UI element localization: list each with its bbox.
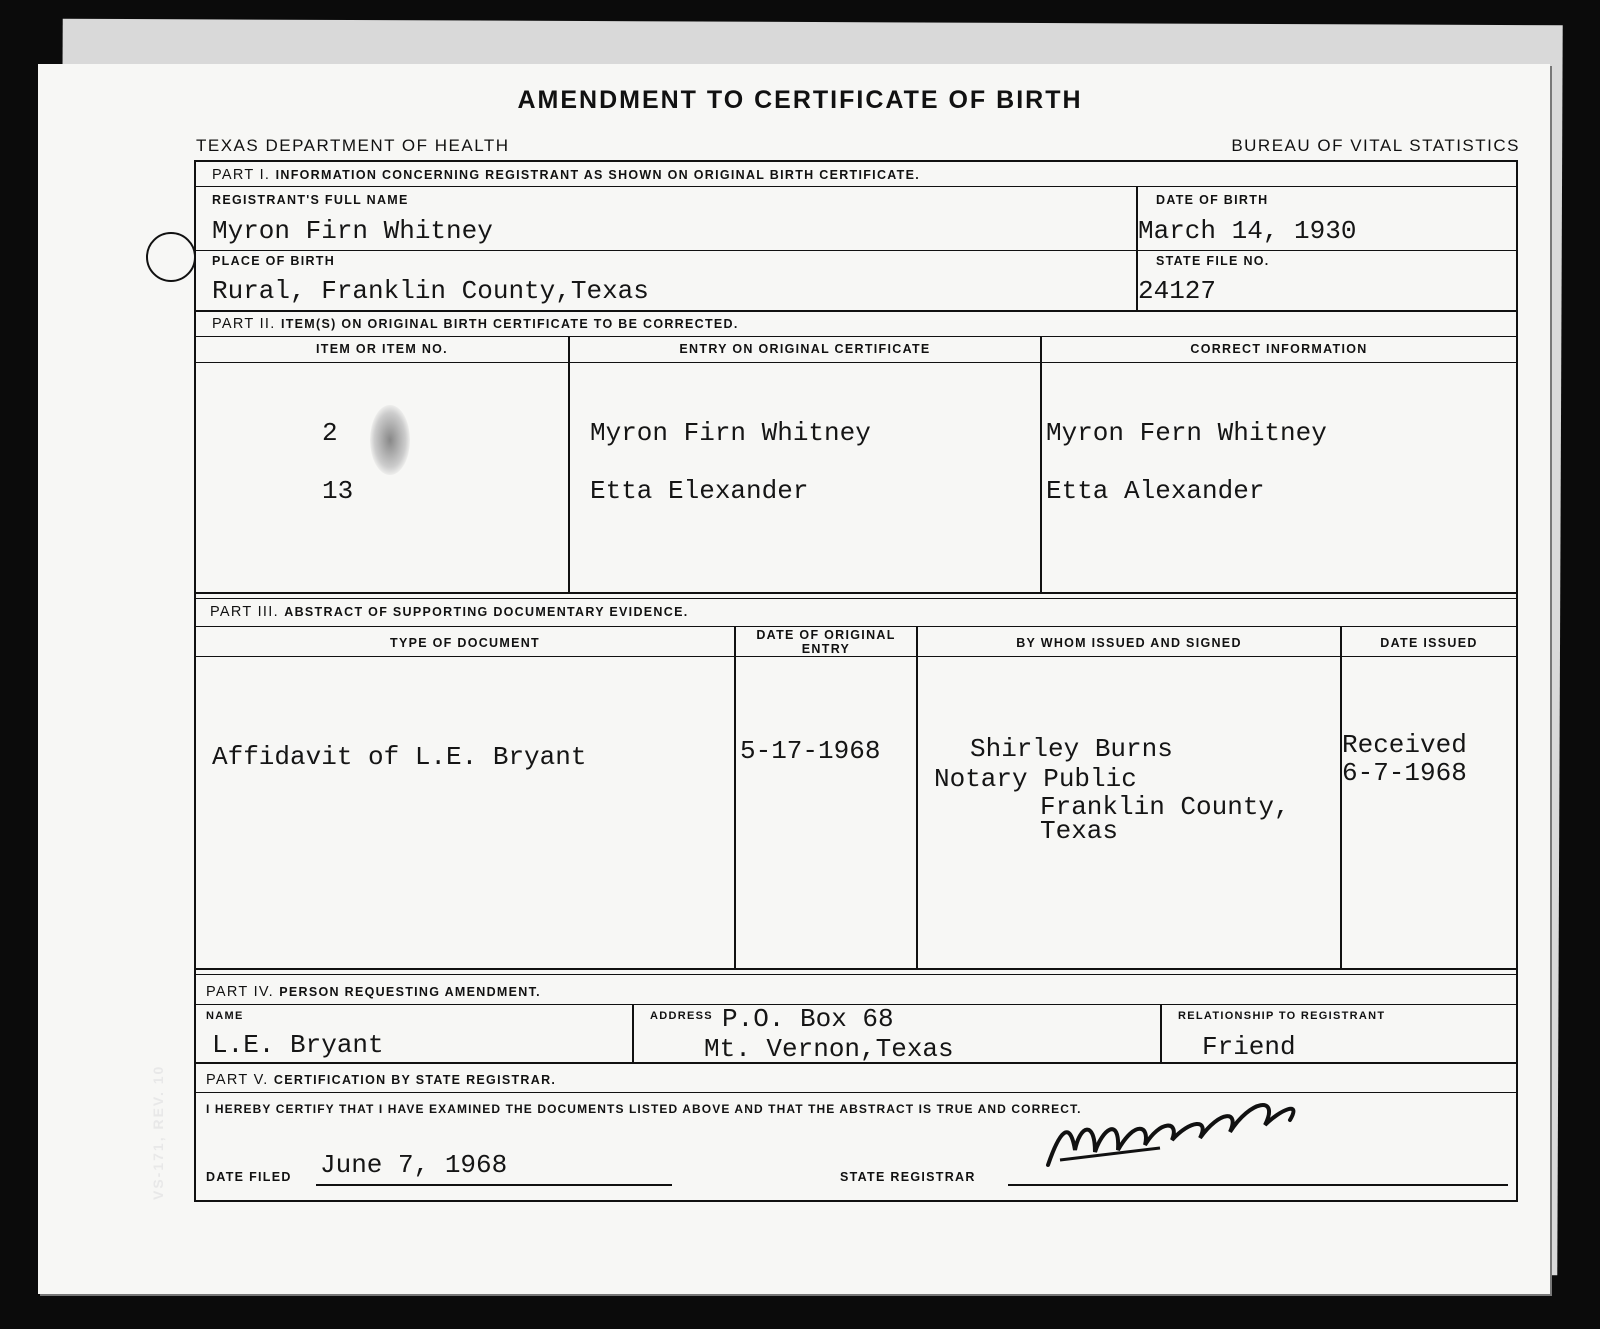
state-file-no: 24127	[1138, 276, 1217, 306]
address-line-1: P.O. Box 68	[722, 1004, 894, 1034]
form-title: AMENDMENT TO CERTIFICATE OF BIRTH	[517, 86, 1083, 114]
part3-heading: PART III. ABSTRACT OF SUPPORTING DOCUMENTARY EVIDENCE.	[210, 604, 689, 620]
bureau-name: BUREAU OF VITAL STATISTICS	[1231, 136, 1520, 155]
agency-name: TEXAS DEPARTMENT OF HEALTH	[196, 136, 510, 155]
part1-heading: PART I. INFORMATION CONCERNING REGISTRANT AS SHOWN ON ORIGINAL BIRTH CERTIFICATE.	[212, 167, 921, 183]
registrar-signature	[1040, 1090, 1320, 1180]
issued-by-name: Shirley Burns	[970, 734, 1173, 764]
col-correct-info: CORRECT INFORMATION	[1190, 342, 1368, 356]
full-name-label: REGISTRANT'S FULL NAME	[212, 193, 409, 207]
issued-by-title: Notary Public	[934, 764, 1137, 794]
document-type: Affidavit of L.E. Bryant	[212, 742, 587, 772]
issued-by-state: Texas	[1040, 816, 1119, 846]
date-of-birth: March 14, 1930	[1138, 216, 1357, 246]
part4-heading: PART IV. PERSON REQUESTING AMENDMENT.	[206, 984, 541, 1000]
col-document-type: TYPE OF DOCUMENT	[390, 636, 540, 650]
col-issued-by: BY WHOM ISSUED AND SIGNED	[1016, 636, 1242, 650]
part2-heading: PART II. ITEM(S) ON ORIGINAL BIRTH CERTIFICATE TO BE CORRECTED.	[212, 316, 739, 332]
col-date-issued: DATE ISSUED	[1380, 636, 1478, 650]
address-label: ADDRESS	[650, 1010, 713, 1022]
date-filed-label: DATE FILED	[206, 1170, 292, 1184]
correct-entry: Etta Alexander	[1046, 476, 1265, 506]
date-issued: 6-7-1968	[1342, 758, 1467, 788]
ink-smudge	[370, 405, 410, 475]
requester-name: L.E. Bryant	[212, 1030, 384, 1060]
item-number: 13	[322, 476, 354, 506]
relationship-label: RELATIONSHIP TO REGISTRANT	[1178, 1010, 1386, 1022]
col-item-no: ITEM OR ITEM NO.	[316, 342, 448, 356]
address-line-2: Mt. Vernon,Texas	[704, 1034, 954, 1064]
date-filed: June 7, 1968	[320, 1150, 508, 1180]
dob-label: DATE OF BIRTH	[1156, 193, 1269, 207]
form-code: VS-171, REV. 10	[150, 1064, 166, 1200]
date-original-entry: 5-17-1968	[740, 736, 881, 766]
registrant-full-name: Myron Firn Whitney	[212, 216, 493, 246]
original-entry: Myron Firn Whitney	[590, 418, 871, 448]
certification-statement: I HEREBY CERTIFY THAT I HAVE EXAMINED THE DOCUMENTS LISTED ABOVE AND THAT THE ABSTRACT IS TRUE AND CORRECT.	[206, 1102, 1082, 1116]
issued-by-county: Franklin County,	[1040, 792, 1290, 822]
col-original-entry: ENTRY ON ORIGINAL CERTIFICATE	[679, 342, 931, 356]
date-issued-status: Received	[1342, 730, 1467, 760]
col-date-original-entry: DATE OF ORIGINAL ENTRY	[756, 628, 896, 656]
correct-entry: Myron Fern Whitney	[1046, 418, 1327, 448]
original-entry: Etta Elexander	[590, 476, 809, 506]
state-file-no-label: STATE FILE NO.	[1156, 254, 1270, 268]
item-number: 2	[322, 418, 338, 448]
state-registrar-label: STATE REGISTRAR	[840, 1170, 976, 1184]
relationship: Friend	[1202, 1032, 1296, 1062]
place-of-birth-label: PLACE OF BIRTH	[212, 254, 336, 268]
part5-heading: PART V. CERTIFICATION BY STATE REGISTRAR.	[206, 1072, 557, 1088]
place-of-birth: Rural, Franklin County,Texas	[212, 276, 649, 306]
punch-hole-icon	[146, 232, 196, 282]
requester-name-label: NAME	[206, 1010, 244, 1022]
